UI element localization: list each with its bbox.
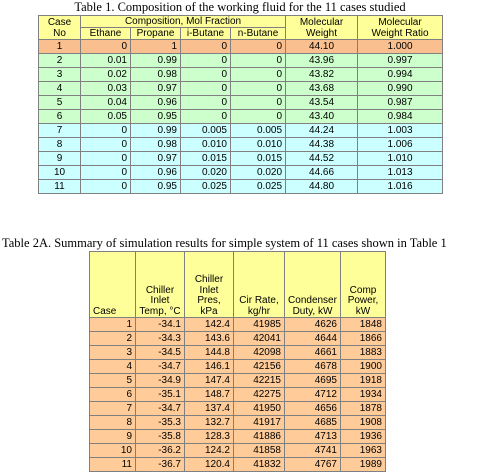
table-row bbox=[39, 40, 443, 54]
cell-ibutane: 0 bbox=[181, 68, 231, 82]
cell-cir: 41985 bbox=[234, 318, 285, 332]
cell-cir: 41858 bbox=[234, 444, 285, 458]
cell-propane: 0.97 bbox=[131, 82, 181, 96]
cell-ibutane: 0.020 bbox=[181, 166, 231, 180]
cell-power: 1900 bbox=[341, 360, 386, 374]
cell-case: 7 bbox=[39, 124, 81, 138]
cell-propane: 0.99 bbox=[131, 124, 181, 138]
col-header-case: Case No bbox=[39, 16, 81, 40]
cell-mw: 43.40 bbox=[286, 110, 358, 124]
cell-case: 10 bbox=[39, 166, 81, 180]
cell-ethane: 0 bbox=[81, 166, 131, 180]
cell-case: 6 bbox=[39, 110, 81, 124]
cell-nbutane: 0.015 bbox=[231, 152, 286, 166]
cell-mw: 44.38 bbox=[286, 138, 358, 152]
table-row bbox=[39, 124, 443, 138]
cell-ethane: 0.05 bbox=[81, 110, 131, 124]
cell-case: 8 bbox=[90, 416, 136, 430]
cell-power: 1963 bbox=[341, 444, 386, 458]
cell-temp: -34.9 bbox=[136, 374, 185, 388]
cell-nbutane: 0.005 bbox=[231, 124, 286, 138]
cell-case: 1 bbox=[90, 318, 136, 332]
table-row bbox=[90, 360, 386, 374]
cell-mwr: 0.994 bbox=[358, 68, 443, 82]
cell-ibutane: 0 bbox=[181, 110, 231, 124]
table-row bbox=[90, 402, 386, 416]
cell-pres: 132.7 bbox=[185, 416, 234, 430]
cell-temp: -34.7 bbox=[136, 360, 185, 374]
cell-mwr: 1.003 bbox=[358, 124, 443, 138]
cell-case: 2 bbox=[90, 332, 136, 346]
cell-case: 5 bbox=[90, 374, 136, 388]
table2-caption: Table 2A. Summary of simulation results for simple system of 11 cases shown in Table 1 bbox=[2, 236, 447, 250]
cell-ibutane: 0 bbox=[181, 54, 231, 68]
col-header-chiller-inlet-temp: Chiller Inlet Temp, °C bbox=[136, 252, 185, 318]
cell-propane: 1 bbox=[131, 40, 181, 54]
cell-mwr: 1.010 bbox=[358, 152, 443, 166]
cell-ethane: 0 bbox=[81, 40, 131, 54]
cell-power: 1934 bbox=[341, 388, 386, 402]
cell-duty: 4656 bbox=[285, 402, 341, 416]
cell-nbutane: 0 bbox=[231, 82, 286, 96]
cell-ethane: 0.04 bbox=[81, 96, 131, 110]
cell-case: 10 bbox=[90, 444, 136, 458]
cell-nbutane: 0.010 bbox=[231, 138, 286, 152]
cell-nbutane: 0 bbox=[231, 68, 286, 82]
cell-power: 1989 bbox=[341, 458, 386, 472]
table-row bbox=[39, 138, 443, 152]
cell-case: 4 bbox=[90, 360, 136, 374]
cell-power: 1936 bbox=[341, 430, 386, 444]
cell-duty: 4767 bbox=[285, 458, 341, 472]
cell-nbutane: 0 bbox=[231, 40, 286, 54]
cell-ibutane: 0.010 bbox=[181, 138, 231, 152]
cell-ibutane: 0.025 bbox=[181, 180, 231, 194]
cell-cir: 42215 bbox=[234, 374, 285, 388]
table1-caption: Table 1. Composition of the working fluid for the 11 cases studied bbox=[74, 0, 406, 14]
cell-mwr: 1.016 bbox=[358, 180, 443, 194]
table-row bbox=[90, 430, 386, 444]
cell-mwr: 1.006 bbox=[358, 138, 443, 152]
table-row bbox=[39, 152, 443, 166]
simulation-results-table bbox=[89, 251, 386, 472]
cell-ethane: 0 bbox=[81, 152, 131, 166]
cell-temp: -34.7 bbox=[136, 402, 185, 416]
cell-mw: 44.66 bbox=[286, 166, 358, 180]
table-row bbox=[39, 54, 443, 68]
cell-ibutane: 0.015 bbox=[181, 152, 231, 166]
cell-mwr: 0.984 bbox=[358, 110, 443, 124]
cell-ibutane: 0 bbox=[181, 96, 231, 110]
cell-ibutane: 0.005 bbox=[181, 124, 231, 138]
cell-case: 8 bbox=[39, 138, 81, 152]
table-row bbox=[90, 458, 386, 472]
cell-case: 11 bbox=[90, 458, 136, 472]
table-row bbox=[39, 68, 443, 82]
cell-mwr: 0.997 bbox=[358, 54, 443, 68]
cell-duty: 4713 bbox=[285, 430, 341, 444]
cell-mwr: 1.013 bbox=[358, 166, 443, 180]
cell-duty: 4661 bbox=[285, 346, 341, 360]
cell-propane: 0.97 bbox=[131, 152, 181, 166]
table-row bbox=[90, 444, 386, 458]
cell-propane: 0.98 bbox=[131, 68, 181, 82]
cell-duty: 4626 bbox=[285, 318, 341, 332]
cell-pres: 143.6 bbox=[185, 332, 234, 346]
cell-pres: 142.4 bbox=[185, 318, 234, 332]
col-header-molecular-weight-ratio: Molecular Weight Ratio bbox=[358, 16, 443, 40]
cell-pres: 137.4 bbox=[185, 402, 234, 416]
col-header-case: Case bbox=[90, 252, 136, 318]
cell-mw: 43.54 bbox=[286, 96, 358, 110]
cell-nbutane: 0 bbox=[231, 110, 286, 124]
cell-power: 1848 bbox=[341, 318, 386, 332]
cell-propane: 0.95 bbox=[131, 180, 181, 194]
cell-mw: 44.24 bbox=[286, 124, 358, 138]
cell-cir: 41917 bbox=[234, 416, 285, 430]
cell-propane: 0.95 bbox=[131, 110, 181, 124]
cell-power: 1878 bbox=[341, 402, 386, 416]
composition-table bbox=[38, 15, 443, 194]
cell-propane: 0.99 bbox=[131, 54, 181, 68]
cell-nbutane: 0 bbox=[231, 54, 286, 68]
cell-duty: 4644 bbox=[285, 332, 341, 346]
cell-propane: 0.96 bbox=[131, 166, 181, 180]
table-row bbox=[90, 374, 386, 388]
cell-temp: -36.7 bbox=[136, 458, 185, 472]
col-header-ethane: Ethane bbox=[81, 28, 131, 40]
cell-propane: 0.98 bbox=[131, 138, 181, 152]
cell-case: 1 bbox=[39, 40, 81, 54]
cell-case: 9 bbox=[39, 152, 81, 166]
cell-ethane: 0 bbox=[81, 180, 131, 194]
cell-power: 1908 bbox=[341, 416, 386, 430]
cell-power: 1866 bbox=[341, 332, 386, 346]
table-row bbox=[90, 318, 386, 332]
table-row bbox=[90, 388, 386, 402]
col-header-ibutane: i-Butane bbox=[181, 28, 231, 40]
cell-case: 5 bbox=[39, 96, 81, 110]
cell-case: 3 bbox=[39, 68, 81, 82]
cell-power: 1918 bbox=[341, 374, 386, 388]
cell-mw: 43.82 bbox=[286, 68, 358, 82]
col-header-chiller-inlet-pres: Chiller Inlet Pres, kPa bbox=[185, 252, 234, 318]
cell-mw: 44.10 bbox=[286, 40, 358, 54]
cell-ibutane: 0 bbox=[181, 82, 231, 96]
cell-case: 9 bbox=[90, 430, 136, 444]
table-row bbox=[39, 180, 443, 194]
col-header-molecular-weight: Molecular Weight bbox=[286, 16, 358, 40]
cell-cir: 42156 bbox=[234, 360, 285, 374]
cell-temp: -34.5 bbox=[136, 346, 185, 360]
cell-ethane: 0 bbox=[81, 138, 131, 152]
cell-nbutane: 0 bbox=[231, 96, 286, 110]
cell-case: 3 bbox=[90, 346, 136, 360]
cell-pres: 120.4 bbox=[185, 458, 234, 472]
table-row bbox=[39, 166, 443, 180]
cell-cir: 42275 bbox=[234, 388, 285, 402]
cell-cir: 41886 bbox=[234, 430, 285, 444]
cell-case: 11 bbox=[39, 180, 81, 194]
cell-temp: -35.3 bbox=[136, 416, 185, 430]
col-header-propane: Propane bbox=[131, 28, 181, 40]
table-row bbox=[39, 82, 443, 96]
cell-mw: 44.52 bbox=[286, 152, 358, 166]
col-header-comp-power: Comp Power, kW bbox=[341, 252, 386, 318]
cell-mw: 43.68 bbox=[286, 82, 358, 96]
table-row bbox=[90, 332, 386, 346]
cell-pres: 144.8 bbox=[185, 346, 234, 360]
cell-duty: 4695 bbox=[285, 374, 341, 388]
cell-temp: -34.1 bbox=[136, 318, 185, 332]
cell-case: 7 bbox=[90, 402, 136, 416]
table-row bbox=[39, 110, 443, 124]
cell-cir: 41950 bbox=[234, 402, 285, 416]
cell-ethane: 0 bbox=[81, 124, 131, 138]
cell-duty: 4712 bbox=[285, 388, 341, 402]
cell-duty: 4741 bbox=[285, 444, 341, 458]
cell-ibutane: 0 bbox=[181, 40, 231, 54]
cell-nbutane: 0.025 bbox=[231, 180, 286, 194]
cell-duty: 4678 bbox=[285, 360, 341, 374]
cell-pres: 146.1 bbox=[185, 360, 234, 374]
table-row bbox=[39, 96, 443, 110]
cell-cir: 42098 bbox=[234, 346, 285, 360]
col-header-composition: Composition, Mol Fraction bbox=[81, 16, 286, 28]
cell-mw: 44.80 bbox=[286, 180, 358, 194]
cell-propane: 0.96 bbox=[131, 96, 181, 110]
cell-mwr: 1.000 bbox=[358, 40, 443, 54]
cell-temp: -36.2 bbox=[136, 444, 185, 458]
col-header-nbutane: n-Butane bbox=[231, 28, 286, 40]
col-header-cir-rate: Cir Rate, kg/hr bbox=[234, 252, 285, 318]
cell-ethane: 0.02 bbox=[81, 68, 131, 82]
cell-pres: 148.7 bbox=[185, 388, 234, 402]
cell-cir: 41832 bbox=[234, 458, 285, 472]
cell-case: 6 bbox=[90, 388, 136, 402]
cell-cir: 42041 bbox=[234, 332, 285, 346]
cell-ethane: 0.03 bbox=[81, 82, 131, 96]
table-row bbox=[90, 346, 386, 360]
cell-ethane: 0.01 bbox=[81, 54, 131, 68]
cell-mwr: 0.987 bbox=[358, 96, 443, 110]
cell-duty: 4685 bbox=[285, 416, 341, 430]
cell-pres: 124.2 bbox=[185, 444, 234, 458]
cell-pres: 147.4 bbox=[185, 374, 234, 388]
cell-mw: 43.96 bbox=[286, 54, 358, 68]
cell-pres: 128.3 bbox=[185, 430, 234, 444]
table-row bbox=[90, 416, 386, 430]
cell-temp: -35.1 bbox=[136, 388, 185, 402]
col-header-condenser-duty: Condenser Duty, kW bbox=[285, 252, 341, 318]
cell-temp: -35.8 bbox=[136, 430, 185, 444]
cell-power: 1883 bbox=[341, 346, 386, 360]
cell-case: 4 bbox=[39, 82, 81, 96]
cell-nbutane: 0.020 bbox=[231, 166, 286, 180]
cell-mwr: 0.990 bbox=[358, 82, 443, 96]
cell-temp: -34.3 bbox=[136, 332, 185, 346]
cell-case: 2 bbox=[39, 54, 81, 68]
